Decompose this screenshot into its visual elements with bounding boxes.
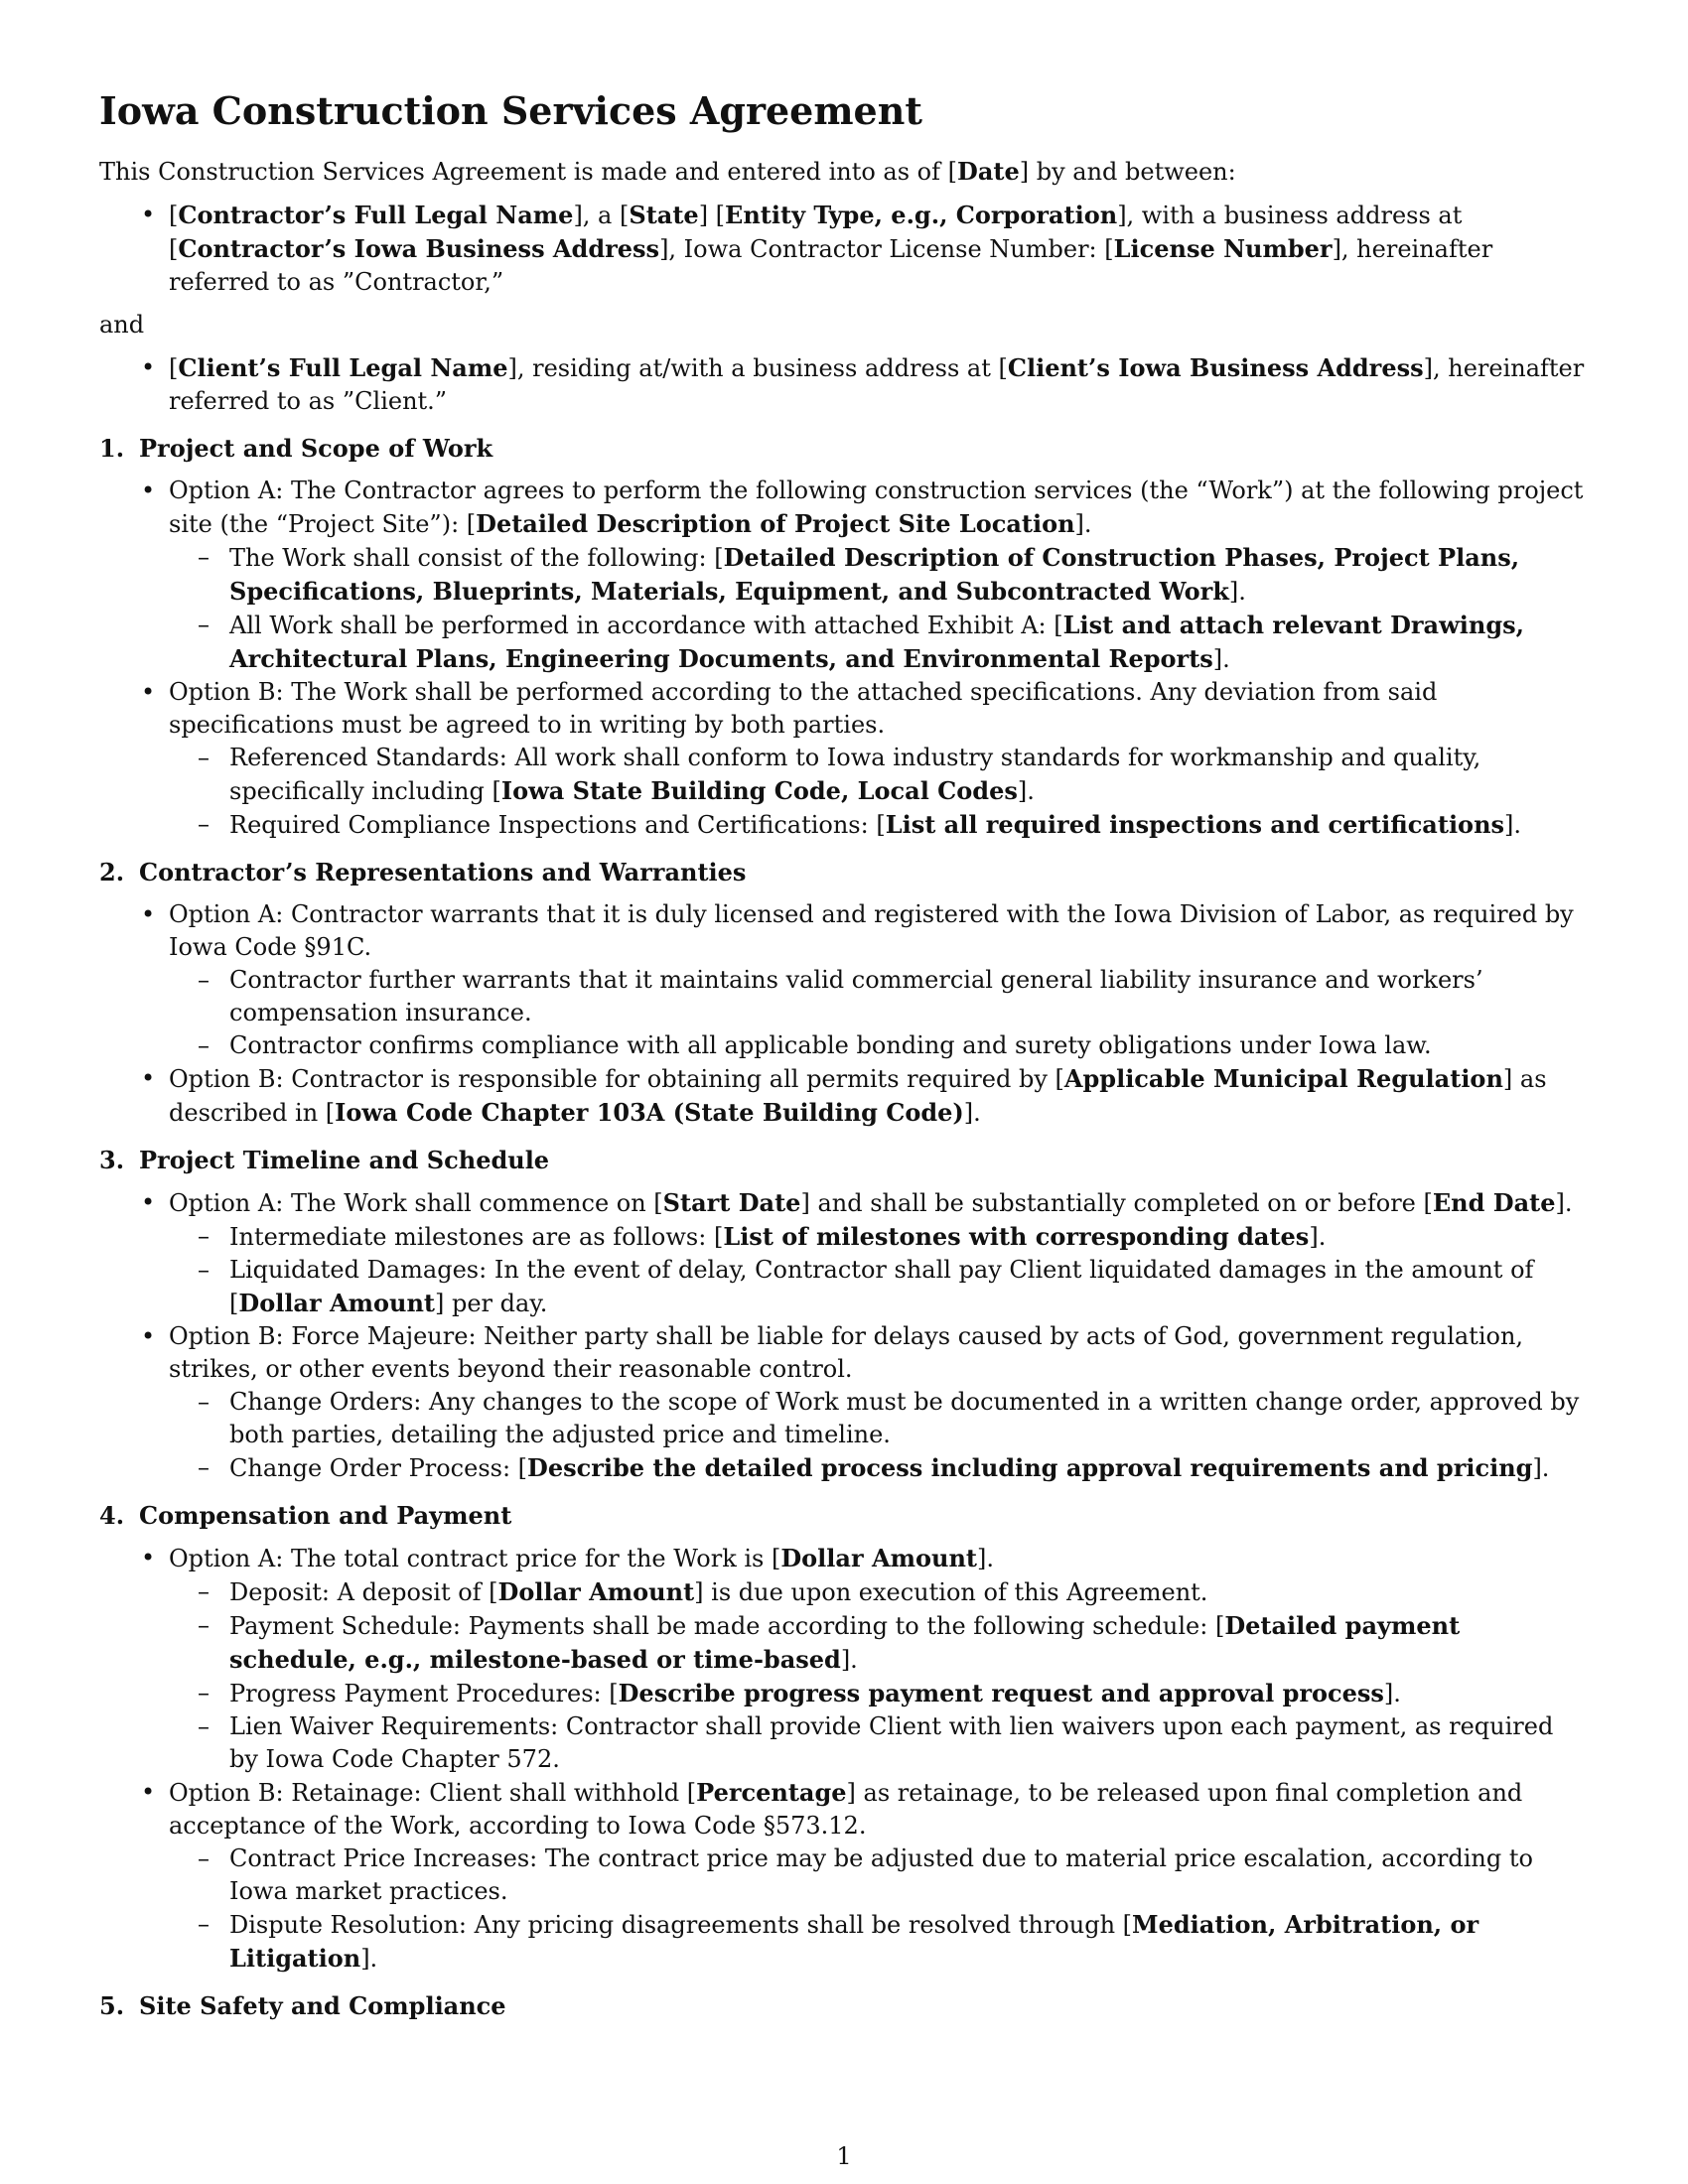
- party-list-client: [99, 351, 1589, 418]
- section-5: [99, 1989, 1589, 2022]
- sub-item: – Referenced Standards: All work shall conform to Iowa industry standards for workmanship and quality, specifically including [Iowa State Building Code, Local Codes].: [169, 742, 1589, 808]
- option-b: • Option B: Contractor is responsible for obtaining all permits required by [Applicable Municipal Regulation] as described in [Iowa Code Chapter 103A (State Building Code)].: [99, 1062, 1589, 1130]
- sub-item: – Liquidated Damages: In the event of delay, Contractor shall pay Client liquidated damages in the amount of [Dollar Amount] per day.: [169, 1254, 1589, 1320]
- sub-item: – Contractor confirms compliance with all applicable bonding and surety obligations under Iowa law.: [169, 1029, 1589, 1062]
- sub-item: – All Work shall be performed in accordance with attached Exhibit A: [List and attach relevant Drawings, Architectural Plans, Engineering Documents, and Environmental Reports].: [169, 609, 1589, 676]
- option-a: • Option A: The Contractor agrees to perform the following construction services (the “Work”) at the following project site (the “Project Site”): [Detailed Description of Project Site Location]. – The Work shall consist of the following: [Detailed Description of Construction Phases, Project Plans, Specifications, Blueprints, Materials, Equipment, and Subcontracted Work]. – All Work shall be performed in accordance with attached Exhibit A: [List and attach relevant Drawings, Architectural Plans, Engineering Documents, and Environmental Reports].: [99, 475, 1589, 676]
- sub-item: – Change Orders: Any changes to the scope of Work must be documented in a written change order, approved by both parties, detailing the adjusted price and timeline.: [169, 1386, 1589, 1451]
- section-4: [99, 1499, 1589, 1976]
- section-heading: 4. Compensation and Payment: [99, 1501, 512, 1530]
- intro-paragraph: This Construction Services Agreement is made and entered into as of [Date] by and between:: [99, 157, 1236, 186]
- party-client: • [Client’s Full Legal Name], residing at/with a business address at [Client’s Iowa Business Address], hereinafter referred to as ”Client.”: [99, 351, 1589, 418]
- sub-item: – Intermediate milestones are as follows: [List of milestones with corresponding dates].: [169, 1220, 1589, 1254]
- document-title: Iowa Construction Services Agreement: [99, 88, 922, 133]
- section-heading: 2. Contractor’s Representations and Warranties: [99, 858, 747, 887]
- page-number: 1: [836, 2142, 852, 2170]
- option-b: • Option B: The Work shall be performed according to the attached specifications. Any deviation from said specifications must be agreed to in writing by both parties. – Referenced Standards: All work shall conform to Iowa industry standards for workmanship and quality, specifically including [Iowa State Building Code, Local Codes]. – Required Compliance Inspections and Certifications: [List all required inspections and certifications].: [99, 676, 1589, 842]
- option-b: • Option B: Retainage: Client shall withhold [Percentage] as retainage, to be released upon final completion and acceptance of the Work, according to Iowa Code §573.12. – Contract Price Increases: The contract price may be adjusted due to material price escalation, according to Iowa market practices. – Dispute Resolution: Any pricing disagreements shall be resolved through [Mediation, Arbitration, or Litigation].: [99, 1776, 1589, 1976]
- section-heading: 1. Project and Scope of Work: [99, 434, 493, 463]
- sub-item: – Lien Waiver Requirements: Contractor shall provide Client with lien waivers upon each payment, as required by Iowa Code Chapter 572.: [169, 1710, 1589, 1776]
- document-page: [99, 87, 1589, 2032]
- sub-item: – The Work shall consist of the following: [Detailed Description of Construction Phases, Project Plans, Specifications, Blueprints, Materials, Equipment, and Subcontracted Work].: [169, 541, 1589, 609]
- sub-item: – Required Compliance Inspections and Certifications: [List all required inspections and certifications].: [169, 808, 1589, 842]
- option-a: • Option A: Contractor warrants that it is duly licensed and registered with the Iowa Division of Labor, as required by Iowa Code §91C. – Contractor further warrants that it maintains valid commercial general liability insurance and workers’ compensation insurance. – Contractor confirms compliance with all applicable bonding and surety obligations under Iowa law.: [99, 898, 1589, 1062]
- section-1: [99, 432, 1589, 842]
- option-b: • Option B: Force Majeure: Neither party shall be liable for delays caused by acts of God, government regulation, strikes, or other events beyond their reasonable control. – Change Orders: Any changes to the scope of Work must be documented in a written change order, approved by both parties, detailing the adjusted price and timeline. – Change Order Process: [Describe the detailed process including approval requirements and pricing].: [99, 1320, 1589, 1485]
- sub-item: – Payment Schedule: Payments shall be made according to the following schedule: [Detailed payment schedule, e.g., milestone-based or time-based].: [169, 1609, 1589, 1677]
- sub-item: – Progress Payment Procedures: [Describe progress payment request and approval process].: [169, 1677, 1589, 1710]
- section-heading: 5. Site Safety and Compliance: [99, 1991, 506, 2020]
- section-2: [99, 856, 1589, 1130]
- option-a: • Option A: The Work shall commence on [Start Date] and shall be substantially completed on or before [End Date]. – Intermediate milestones are as follows: [List of milestones with corresponding dates]. – Liquidated Damages: In the event of delay, Contractor shall pay Client liquidated damages in the amount of [Dollar Amount] per day.: [99, 1186, 1589, 1320]
- sub-item: – Contractor further warrants that it maintains valid commercial general liability insurance and workers’ compensation insurance.: [169, 964, 1589, 1029]
- option-a: • Option A: The total contract price for the Work is [Dollar Amount]. – Deposit: A deposit of [Dollar Amount] is due upon execution of this Agreement. – Payment Schedule: Payments shall be made according to the following schedule: [Detailed payment schedule, e.g., milestone-based or time-based]. – Progress Payment Procedures: [Describe progress payment request and approval process]. – Lien Waiver Requirements: Contractor shall provide Client with lien waivers upon each payment, as required by Iowa Code Chapter 572.: [99, 1542, 1589, 1776]
- section-3: [99, 1144, 1589, 1485]
- sub-item: – Dispute Resolution: Any pricing disagreements shall be resolved through [Mediation, Arbitration, or Litigation].: [169, 1908, 1589, 1976]
- sub-item: – Change Order Process: [Describe the detailed process including approval requirements and pricing].: [169, 1451, 1589, 1485]
- party-contractor: • [Contractor’s Full Legal Name], a [State] [Entity Type, e.g., Corporation], with a business address at [Contractor’s Iowa Business Address], Iowa Contractor License Number: [License Number], hereinafter referred to as ”Contractor,”: [99, 199, 1589, 299]
- party-list-contractor: [99, 199, 1589, 299]
- section-heading: 3. Project Timeline and Schedule: [99, 1146, 550, 1174]
- sub-item: – Deposit: A deposit of [Dollar Amount] is due upon execution of this Agreement.: [169, 1575, 1589, 1609]
- sub-item: – Contract Price Increases: The contract price may be adjusted due to material price escalation, according to Iowa market practices.: [169, 1843, 1589, 1908]
- and-connector: and: [99, 311, 145, 339]
